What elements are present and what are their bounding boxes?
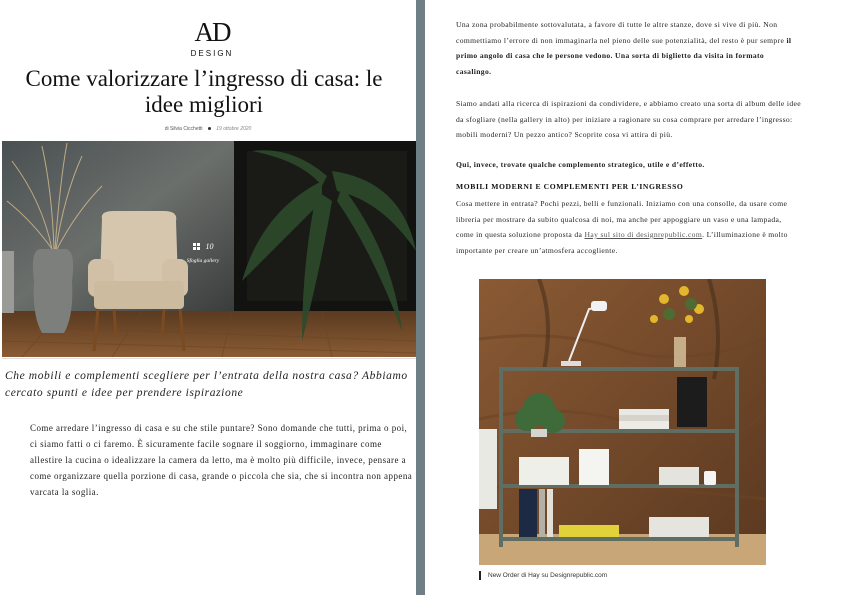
- paragraph-2: Siamo andati alla ricerca di ispirazioni da condividere, e abbiamo creato una sorta di album delle idee da sfogliare (nella gallery in alto) per iniziare a ragionare su cosa comprare per arredare l’ingresso: mobili moderni? Un pezzo antico? Scoprite cosa vi attira di più.: [456, 99, 801, 139]
- shelf-photo-illustration: [479, 279, 766, 565]
- divider-line: [2, 358, 416, 359]
- hero-photo[interactable]: [2, 141, 416, 357]
- article-lede: Che mobili e complementi scegliere per l’entrata della nostra casa? Abbiamo cercato spunti e idee per prendere ispirazione: [5, 370, 408, 399]
- right-page: [425, 0, 842, 595]
- article-body-intro: Come arredare l’ingresso di casa e su che stile puntare? Sono domande che tutti, prima o poi, ci siamo fatti o ci faremo. È sicuramente facile sognare il soggiorno, immaginare come allestire la cucina o idealizzare la camera da letto, ma è molto più difficile, invece, pensare a come organizzare quella porzione di casa, grande o piccola che sia, che si incontra non appena varcata la soglia.: [30, 423, 413, 497]
- left-page: [0, 0, 416, 595]
- gallery-badge[interactable]: [185, 237, 221, 264]
- gallery-count: 10: [205, 241, 214, 251]
- article-headline: Come valorizzare l’ingresso di casa: le idee migliori: [25, 66, 383, 117]
- paragraph-1-bold: il primo angolo di casa che le persone vedono. Una sorta di biglietto da visita in formato casalingo.: [456, 35, 792, 76]
- section-subheading: MOBILI MODERNI E COMPLEMENTI PER L’INGRESSO: [456, 182, 684, 191]
- shelf-photo[interactable]: [479, 279, 766, 565]
- paragraph-1-text: Una zona probabilmente sottovalutata, a favore di tutte le altre stanze, dove si vive di più. Non commettiamo l’errore di non immaginarla nel pieno delle sue potenzialità, del resto è pur sempre: [456, 20, 785, 45]
- paragraph-3: [456, 196, 801, 258]
- designrepublic-link[interactable]: Hay sul sito di designrepublic.com: [584, 230, 703, 239]
- caption-bar: [479, 571, 481, 580]
- caption-text: New Order di Hay su Designrepublic.com: [488, 572, 608, 580]
- byline-date: 19 ottobre 2020: [216, 126, 252, 132]
- ad-design-logo[interactable]: [189, 18, 235, 59]
- byline-author[interactable]: Silvia Cicchetti: [169, 126, 203, 132]
- paragraph-3-text-end: . L’illuminazione è molto importante per creare un’atmosfera accogliente.: [456, 230, 788, 255]
- paragraph-3-text: Cosa mettere in entrata? Pochi pezzi, belli e funzionali. Iniziamo con una consolle, da usare come libreria per mostrare da subito qualcosa di noi, ma anche per appoggiare un vaso e una lampada, come in questa soluzione proposta da: [456, 199, 788, 239]
- logo-design-text: DESIGN: [190, 49, 234, 58]
- byline-prefix: di: [164, 126, 169, 132]
- logo-ad-text: AD: [194, 17, 230, 47]
- paragraph-2-bold: Qui, invece, trovate qualche complemento strategico, utile e d’effetto.: [456, 160, 705, 169]
- gallery-label: Sfoglia gallery: [186, 258, 220, 264]
- paragraph-1: [456, 17, 801, 79]
- gallery-grid-icon: [193, 243, 200, 250]
- byline-separator-dot: [208, 127, 211, 130]
- byline: [0, 125, 416, 133]
- page-gutter: [416, 0, 425, 595]
- photo-caption: [479, 571, 607, 580]
